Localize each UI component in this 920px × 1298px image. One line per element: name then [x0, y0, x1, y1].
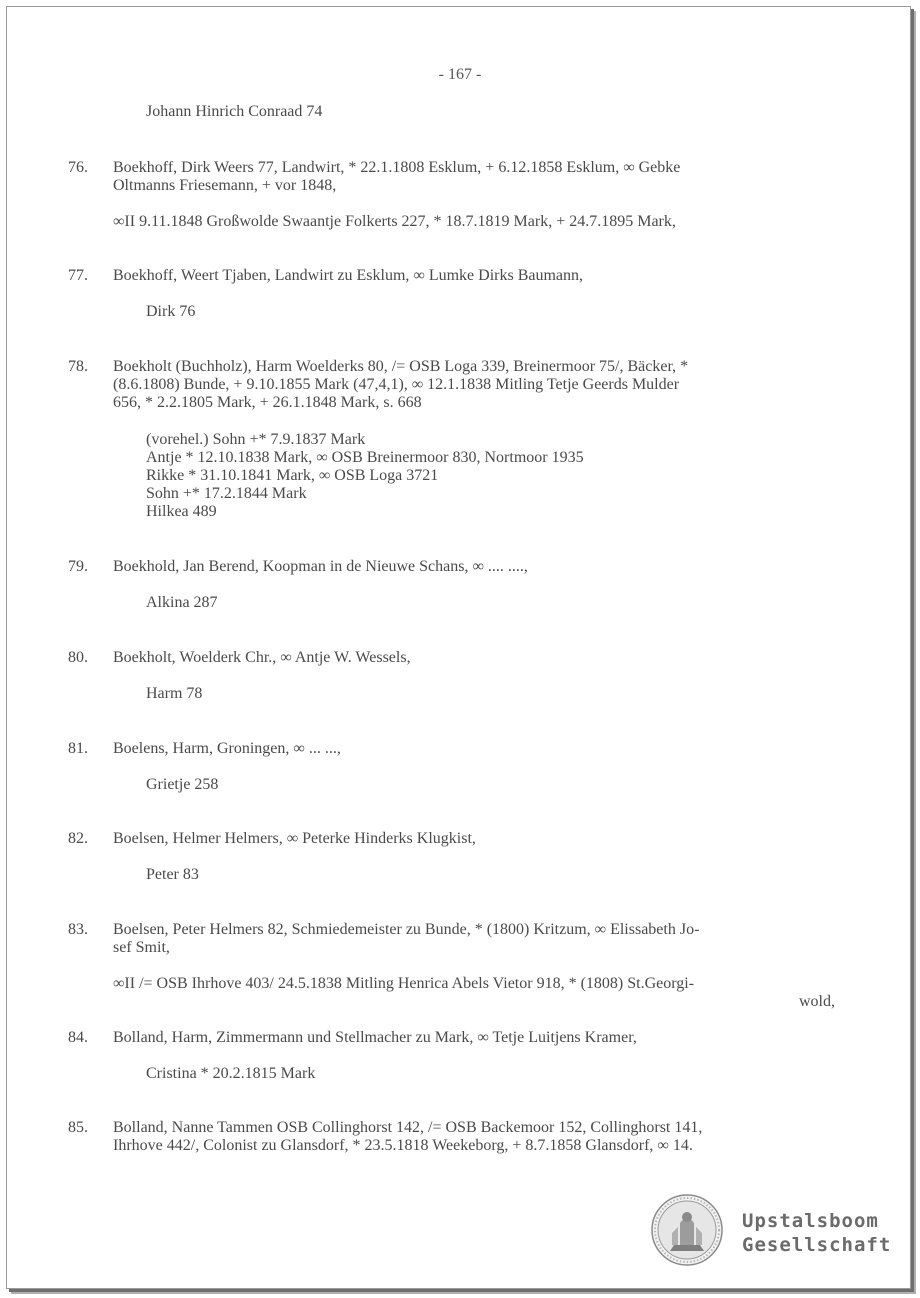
entry-line: Boekhold, Jan Berend, Koopman in de Nieuwe Schans, ∞ .... ....,	[113, 558, 528, 575]
child-line: Hilkea 489	[146, 503, 217, 520]
child-line: (vorehel.) Sohn +* 7.9.1837 Mark	[146, 431, 366, 448]
entry-80-child: Harm 78	[146, 685, 203, 702]
entry-76-marriage2: ∞II 9.11.1848 Großwolde Swaantje Folkerts 227, * 18.7.1819 Mark, + 24.7.1895 Mark,	[113, 213, 676, 230]
entry-78-children	[146, 431, 584, 521]
entry-82-child: Peter 83	[146, 866, 199, 883]
entry-number: 80.	[68, 649, 88, 666]
entry-number: 77.	[68, 267, 88, 284]
entry-77-child: Dirk 76	[146, 303, 196, 320]
entry-83-marriage2	[113, 975, 835, 1011]
entry-line: Ihrhove 442/, Colonist zu Glansdorf, * 23.5.1818 Weekeborg, + 8.7.1858 Glansdorf, ∞ 14.	[113, 1137, 693, 1154]
entry-line: Boelsen, Peter Helmers 82, Schmiedemeister zu Bunde, * (1800) Kritzum, ∞ Elissabeth Jo-	[113, 921, 700, 938]
entry-line: 656, * 2.2.1805 Mark, + 26.1.1848 Mark, s. 668	[113, 394, 422, 411]
entry-number: 82.	[68, 830, 88, 847]
page-number: - 167 -	[438, 66, 482, 83]
entry-number: 81.	[68, 740, 88, 757]
logo-line-1: Upstalsboom	[742, 1210, 879, 1232]
entry-number: 78.	[68, 358, 88, 375]
entry-line: Bolland, Harm, Zimmermann und Stellmacher zu Mark, ∞ Tetje Luitjens Kramer,	[113, 1029, 637, 1046]
entry-line: Boekholt (Buchholz), Harm Woelderks 80, /= OSB Loga 339, Breinermoor 75/, Bäcker, *	[113, 358, 689, 375]
entry-81-child: Grietje 258	[146, 776, 219, 793]
entry-number: 79.	[68, 558, 88, 575]
entry-line: Boekhoff, Weert Tjaben, Landwirt zu Esklum, ∞ Lumke Dirks Baumann,	[113, 267, 584, 284]
entry-line: ∞II /= OSB Ihrhove 403/ 24.5.1838 Mitling Henrica Abels Vietor 918, * (1808) St.Georgi-	[113, 975, 695, 992]
entry-number: 76.	[68, 159, 88, 176]
entry-line: Bolland, Nanne Tammen OSB Collinghorst 142, /= OSB Backemoor 152, Collinghorst 141,	[113, 1119, 703, 1136]
page-frame	[6, 6, 911, 1289]
child-line: Rikke * 31.10.1841 Mark, ∞ OSB Loga 3721	[146, 467, 439, 484]
child-line: Sohn +* 17.2.1844 Mark	[146, 485, 307, 502]
entry-84-child: Cristina * 20.2.1815 Mark	[146, 1065, 316, 1082]
entry-line: Boelens, Harm, Groningen, ∞ ... ...,	[113, 740, 341, 757]
entry-number: 83.	[68, 921, 88, 938]
child-line: Antje * 12.10.1838 Mark, ∞ OSB Breinermoor 830, Nortmoor 1935	[146, 449, 584, 466]
entry-number: 84.	[68, 1029, 88, 1046]
entry-line: Boelsen, Helmer Helmers, ∞ Peterke Hinderks Klugkist,	[113, 830, 476, 847]
logo-line-2: Gesellschaft	[742, 1234, 892, 1256]
entry-line: Boekholt, Woelderk Chr., ∞ Antje W. Wessels,	[113, 649, 411, 666]
entry-line: Boekhoff, Dirk Weers 77, Landwirt, * 22.1.1808 Esklum, + 6.12.1858 Esklum, ∞ Gebke	[113, 159, 681, 176]
entry-number: 85.	[68, 1119, 88, 1136]
seal-icon	[650, 1193, 724, 1267]
entry-79-child: Alkina 287	[146, 594, 218, 611]
society-logo	[650, 1193, 900, 1273]
logo-text	[742, 1209, 891, 1257]
intro-child: Johann Hinrich Conraad 74	[146, 103, 323, 120]
entry-line: sef Smit,	[113, 939, 170, 956]
entry-line: Oltmanns Friesemann, + vor 1848,	[113, 177, 337, 194]
entry-line: wold,	[799, 993, 835, 1010]
entry-line: (8.6.1808) Bunde, + 9.10.1855 Mark (47,4,1), ∞ 12.1.1838 Mitling Tetje Geerds Mulder	[113, 376, 680, 393]
